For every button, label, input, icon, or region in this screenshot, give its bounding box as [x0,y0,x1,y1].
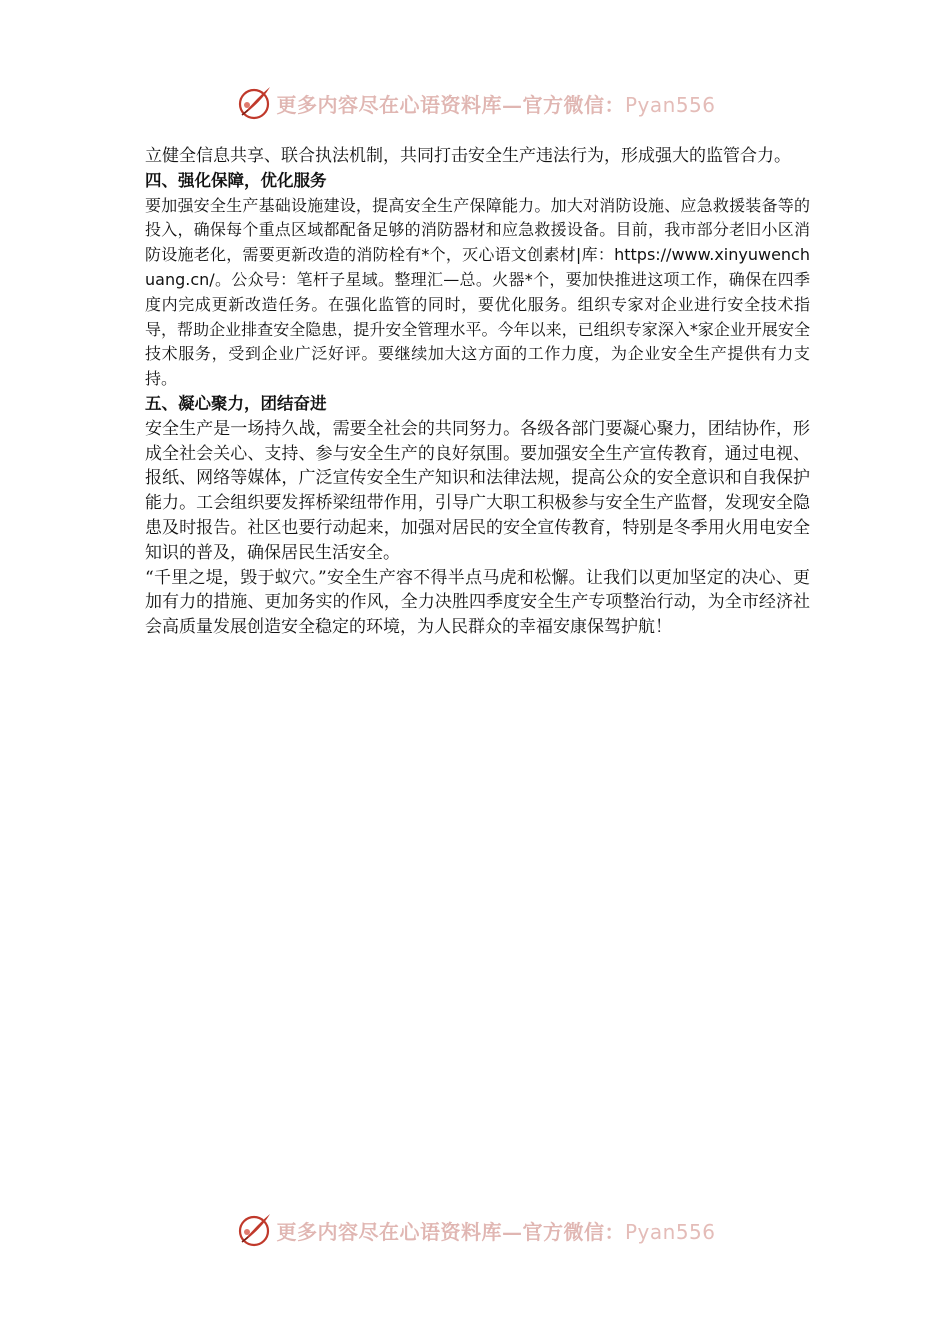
paragraph-1: 立健全信息共享、联合执法机制，共同打击安全生产违法行为，形成强大的监管合力。 [145,146,791,166]
banner-dash: — [501,1219,523,1244]
quill-pen-logo-icon [234,83,274,123]
header-banner [0,80,950,126]
paragraph-4: “千里之堤，毁于蚁穴。”安全生产容不得半点马虎和松懈。让我们以更加坚定的决心、更加有力的措施、更加务实的作风，全力决胜四季度安全生产专项整治行动，为全市经济社会高质量发展创造安全稳定的环境，为人民群众的幸福安康保驾护航！ [145,567,810,638]
banner-wechat-id: Pyan556 [624,1219,716,1244]
paragraph-3: 安全生产是一场持久战，需要全社会的共同努力。各级各部门要凝心聚力，团结协作，形成全社会关心、支持、参与安全生产的良好氛围。要加强安全生产宣传教育，通过电视、报纸、网络等媒体，广泛宣传安全生产知识和法律法规，提高公众的安全意识和自我保护能力。工会组织要发挥桥梁纽带作用，引导广大职工积极参与安全生产监督，发现安全隐患及时报告。社区也要行动起来，加强对居民的安全宣传教育，特别是冬季用火用电安全知识的普及，确保居民生活安全。 [145,418,810,563]
banner-text [276,89,715,118]
banner-main: 更多内容尽在心语资料库 [276,1219,502,1244]
document-body [145,144,810,640]
banner-text [276,1216,715,1245]
banner-main: 更多内容尽在心语资料库 [276,92,502,117]
banner-wechat-id: Pyan556 [624,92,716,117]
banner-wechat: 官方微信： [522,1219,625,1244]
quill-pen-logo-icon [234,1210,274,1250]
banner-dash: — [501,92,523,117]
banner-wechat: 官方微信： [522,92,625,117]
section-heading-5: 五、凝心聚力，团结奋进 [145,393,327,413]
paragraph-2: 要加强安全生产基础设施建设，提高安全生产保障能力。加大对消防设施、应急救援装备等的投入，确保每个重点区域都配备足够的消防器材和应急救援设备。目前，我市部分老旧小区消防设施老化，需要更新改造的消防栓有*个，灭心语文创素材|库：https://www.xinyuwenchuang.cn/。公众号：笔杆子星域。整理汇—总。火器*个，要加快推进这项工作，确保在四季度内完成更新改造任务。在强化监管的同时，要优化服务。组织专家对企业进行安全技术指导，帮助企业排查安全隐患，提升安全管理水平。今年以来，已组织专家深入*家企业开展安全技术服务，受到企业广泛好评。要继续加大这方面的工作力度，为企业安全生产提供有力支持。 [145,195,810,389]
section-heading-4: 四、强化保障，优化服务 [145,170,327,190]
footer-banner [0,1207,950,1253]
